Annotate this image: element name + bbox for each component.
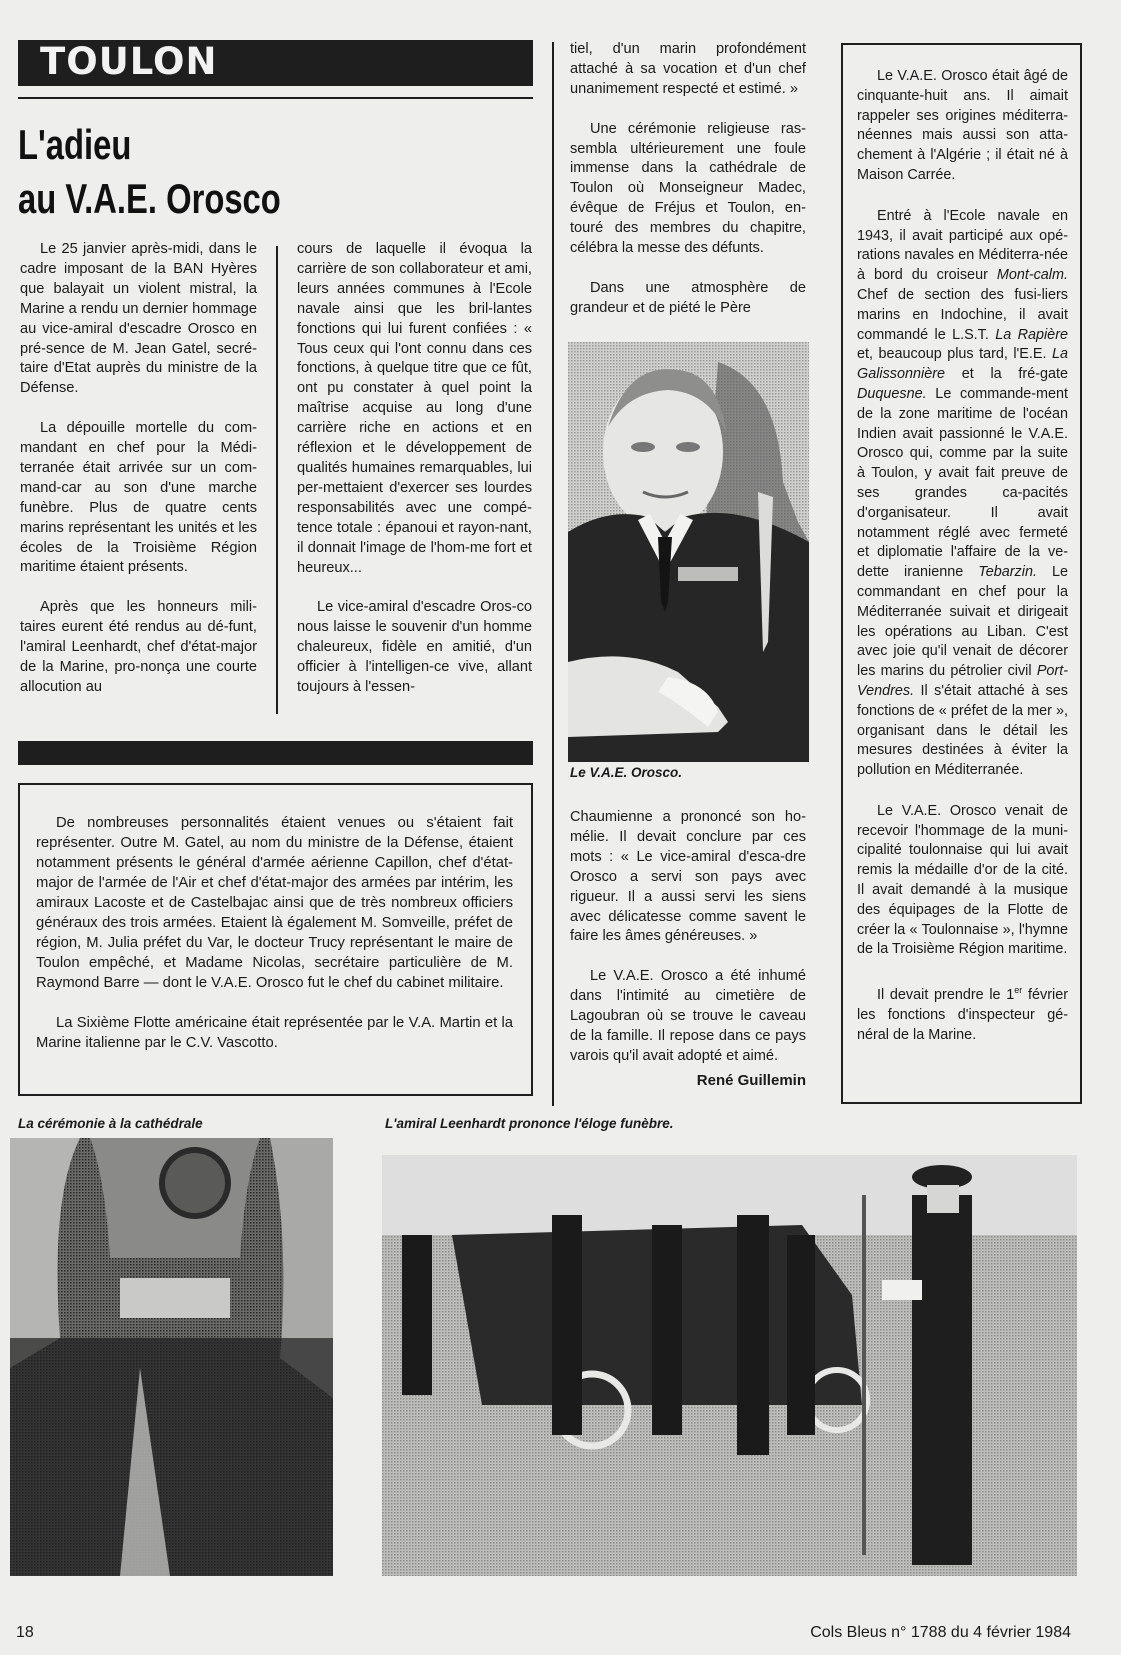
paragraph: La Sixième Flotte américaine était représentée par le V.A. Martin et la Marine italienne par le C.V. Vascotto.	[36, 1015, 513, 1051]
personalities-box	[18, 783, 533, 1096]
headline-line1: L'adieu	[18, 121, 132, 168]
ceremony-image	[382, 1155, 1077, 1576]
cathedral-image	[10, 1138, 333, 1576]
paragraph: Chaumienne a prononcé son ho-mélie. Il devait conclure par ces mots : « Le vice-amiral d'esca-dre Orosco a servi son pays avec rigueur. Il a aussi servi les siens avec délicatesse comme savent le faire les âmes généreuses. »	[570, 809, 806, 945]
mid-banner	[18, 741, 533, 765]
article-column-3-continued	[570, 808, 806, 1091]
paragraph: Le V.A.E. Orosco a été inhumé dans l'intimité au cimetière de Lagoubran où se trouve le caveau de la famille. Il repose dans ce pays varois qu'il avait adopté et aimé.	[570, 968, 806, 1064]
paragraph: Il devait prendre le 1er février les fonctions d'inspecteur gé-néral de la Marine.	[857, 985, 1068, 1043]
header-rule	[18, 97, 533, 99]
ceremony-photo	[382, 1155, 1077, 1576]
issue-info: Cols Bleus n° 1788 du 4 février 1984	[810, 1624, 1071, 1641]
paragraph: Entré à l'Ecole navale en 1943, il avait participé aux opé-rations navales en Méditerra-née à bord du croiseur Mont-calm. Chef de section des fusi-liers marins en Indochine, il avait commandé le L.S.T. La Rapière et, beaucoup plus tard, l'E.E. La Galissonnière et la fré-gate Duquesne. Le commande-ment de la zone maritime de l'océan Indien avait passionné le V.A.E. Orosco qui, comme par la suite à Toulon, y avait fait preuve de ses grandes ca-pacités d'organisateur. Il avait notamment réglé avec fermeté et diplomatie l'affaire de la ve-dette iranienne Tebarzin. Le commandant en chef pour la Méditerranée suivait et dirigeait les opérations au Liban. C'est avec joie qu'il venait de décorer les marins du pétrolier civil Port-Vendres. Il s'était attaché à ses fonctions de « préfet de la mer », organisant dans le détail les mesures destinées à éviter la pollution en Méditerranée.	[857, 207, 1068, 779]
cathedral-photo	[10, 1138, 333, 1576]
article-column-1	[20, 240, 257, 698]
headline-line2: au V.A.E. Orosco	[18, 175, 281, 222]
page-number: 18	[16, 1624, 34, 1641]
article-column-2	[297, 240, 532, 698]
ship-name: Port-Vendres.	[857, 663, 1068, 699]
ship-name: Mont-calm.	[996, 267, 1068, 284]
portrait-image	[568, 342, 809, 762]
paragraph: cours de laquelle il évoqua la carrière de son collaborateur et ami, leurs années communes à l'Ecole navale ainsi que les bril-lantes fonctions qui lui furent confiées : « Tous ceux qui l'ont connu dans ces fonctions, à quelque titre que ce fût, ont pu constater à quel point la maîtrise acquise au long d'une carrière riche en actions et en réflexion et le développement de qualités humaines remarquables, lui per-mettaient d'exercer ses lourdes responsabilités avec une compé-tence totale : épanoui et rayon-nant, il donnait l'image de l'hom-me fort et heureux...	[297, 241, 532, 576]
paragraph: De nombreuses personnalités étaient venues ou s'étaient fait représenter. Outre M. Gatel, au nom du ministre de la Défense, étaient notamment présents le général d'armée aérienne Capillon, chef d'état-major de l'armée de l'Air et chef d'état-major des armées par intérim, les amiraux Lacoste et de Castelbajac ainsi que de très nombreux officiers généraux des trois armées. Etaient là également M. Somveille, préfet de région, M. Julia préfet du Var, le docteur Trucy représentant le maire de Toulon empêché, et Madame Nicolas, secrétaire particulière de M. Raymond Barre — dont le V.A.E. Orosco fut le chef du cabinet militaire.	[36, 815, 513, 991]
paragraph: Le vice-amiral d'escadre Oros-co nous laisse le souvenir d'un homme chaleureux, fidèle en amitié, d'un officier à l'intelligen-ce vive, allant toujours à l'essen-	[297, 599, 532, 695]
paragraph: tiel, d'un marin profondément attaché à sa vocation et d'un chef unanimement respecté et estimé. »	[570, 41, 806, 97]
paragraph: Une cérémonie religieuse ras-sembla ultérieurement une foule immense dans la cathédrale de Toulon où Monseigneur Madec, évêque de Fréjus et Toulon, en-touré des membres du chapitre, célébra la messe des défunts.	[570, 120, 806, 257]
article-column-3	[570, 40, 806, 319]
biography-sidebar	[841, 43, 1082, 1104]
ship-name: Duquesne.	[857, 385, 927, 402]
section-banner	[18, 40, 533, 86]
author-byline: René Guillemin	[696, 1071, 806, 1089]
paragraph: La dépouille mortelle du com-mandant en chef pour la Médi-terranée était arrivée sur un com-mand-car au son d'une marche funèbre. Plus de quatre cents marins représentant les unités et les écoles de la Troisième Région maritime étaient présents.	[20, 420, 257, 576]
section-kicker: TOULON	[40, 40, 218, 83]
paragraph: Après que les honneurs mili-taires eurent été rendus au dé-funt, l'amiral Leenhardt, chef d'état-major de la Marine, pro-nonça une courte allocution au	[20, 599, 257, 695]
ceremony-caption: L'amiral Leenhardt prononce l'éloge funèbre.	[385, 1116, 674, 1131]
column-divider	[276, 246, 278, 714]
paragraph: Le V.A.E. Orosco venait de recevoir l'hommage de la muni-cipalité toulonnaise qui lui avait remis la médaille d'or de la cité. Il avait demandé à la musique des équipages de la Flotte de créer la « Toulonnaise », l'hymne de la Troisième Région maritime.	[857, 802, 1068, 958]
headline	[18, 118, 438, 226]
paragraph: Dans une atmosphère de grandeur et de piété le Père	[570, 279, 806, 316]
paragraph: Le V.A.E. Orosco était âgé de cinquante-huit ans. Il aimait rappeler ses origines méditerra-néennes mais aussi son atta-chement à l'Algérie ; il était né à Maison Carrée.	[857, 68, 1068, 183]
column-divider	[552, 42, 554, 1106]
ship-name: La Galissonnière	[857, 346, 1068, 383]
cathedral-caption: La cérémonie à la cathédrale	[18, 1116, 203, 1131]
superscript: er	[1014, 985, 1023, 996]
portrait-photo	[568, 342, 809, 762]
ship-name: La Rapière	[995, 326, 1068, 343]
paragraph: Le 25 janvier après-midi, dans le cadre imposant de la BAN Hyères que balayait un violent mistral, la Marine a rendu un dernier hommage au vice-amiral d'escadre Orosco en pré-sence de M. Jean Gatel, secré-taire d'Etat auprès du ministre de la Défense.	[20, 241, 257, 397]
portrait-caption: Le V.A.E. Orosco.	[570, 765, 683, 780]
ship-name: Tebarzin.	[978, 564, 1037, 581]
